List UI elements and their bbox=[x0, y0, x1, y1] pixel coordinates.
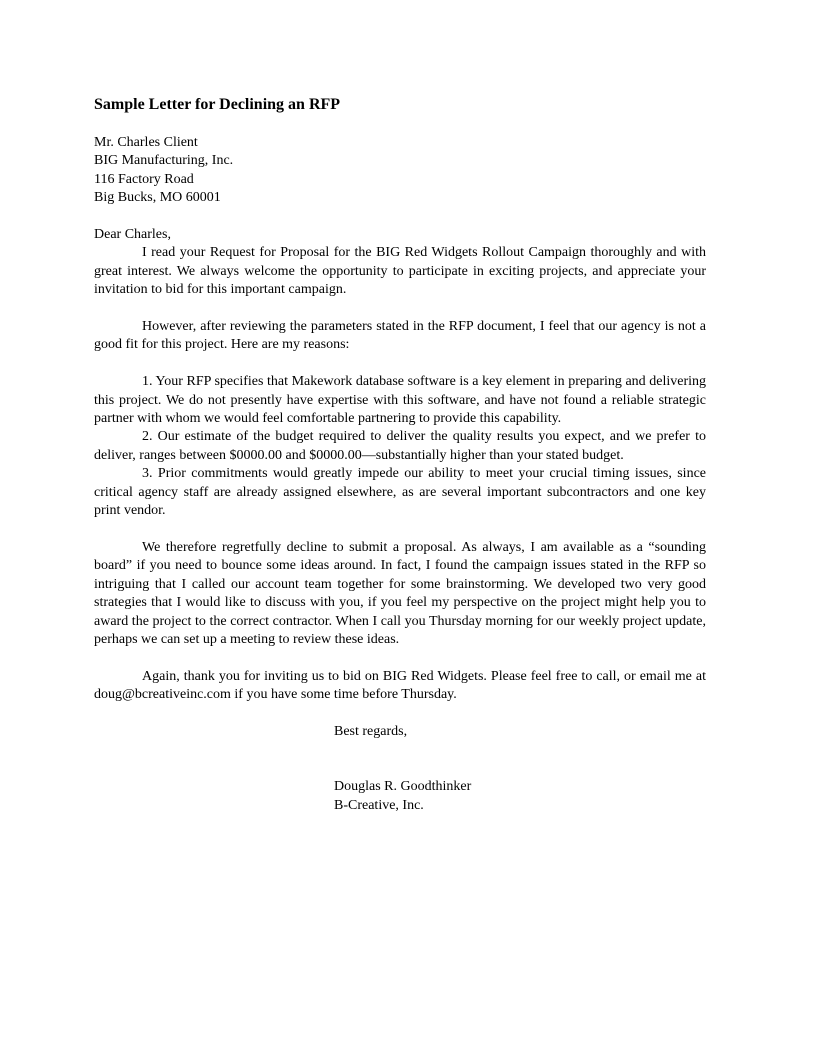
paragraph-thanks: Again, thank you for inviting us to bid on BIG Red Widgets. Please feel free to call, or email me at doug@bcreativeinc.com if you have some time before Thursday. bbox=[94, 668, 706, 703]
reason-item-1: 1. Your RFP specifies that Makework database software is a key element in preparing and delivering this project. We do not presently have expertise with this software, and have not found a reliable strategic partner with whom we would feel comfortable partnering to provide this capability. bbox=[94, 374, 706, 427]
closing-block bbox=[334, 723, 706, 815]
recipient-address bbox=[94, 134, 706, 208]
letter-page bbox=[94, 94, 706, 815]
recipient-city: Big Bucks, MO 60001 bbox=[94, 190, 221, 206]
closing-line: Best regards, bbox=[334, 723, 408, 739]
reason-item-2: 2. Our estimate of the budget required to deliver the quality results you expect, and we prefer to deliver, ranges between $0000.00 and $0000.00—substantially higher than your stated budget. bbox=[94, 429, 706, 463]
reason-item-3: 3. Prior commitments would greatly impede our ability to meet your crucial timing issues, since critical agency staff are already assigned elsewhere, as are several important subcontractors and one key print vendor. bbox=[94, 466, 706, 519]
paragraph-however: However, after reviewing the parameters stated in the RFP document, I feel that our agency is not a good fit for this project. Here are my reasons: bbox=[94, 319, 706, 353]
signature-spacer bbox=[334, 741, 706, 778]
recipient-company: BIG Manufacturing, Inc. bbox=[94, 153, 234, 169]
spacer bbox=[94, 520, 706, 538]
recipient-name: Mr. Charles Client bbox=[94, 135, 198, 150]
paragraph-intro: I read your Request for Proposal for the BIG Red Widgets Rollout Campaign thoroughly and with great interest. We always welcome the opportunity to participate in exciting projects, and appreciate your invitation to bid for this important campaign. bbox=[94, 245, 706, 298]
salutation: Dear Charles, bbox=[94, 227, 171, 243]
letter-title: Sample Letter for Declining an RFP bbox=[94, 96, 341, 113]
recipient-street: 116 Factory Road bbox=[94, 171, 194, 187]
spacer bbox=[94, 300, 706, 318]
signer-name: Douglas R. Goodthinker bbox=[334, 779, 472, 795]
paragraph-decline: We therefore regretfully decline to submit a proposal. As always, I am available as a “sounding board” if you need to bounce some ideas around. In fact, I found the campaign issues stated in the RFP so intriguing that I called our account team together for some brainstorming. We developed two very good strategies that I would like to discuss with you, if you feel my perspective on the project might help you to award the project to the correct contractor. When I call you Thursday morning for our weekly project update, perhaps we can set up a meeting to review these ideas. bbox=[94, 539, 706, 647]
spacer bbox=[94, 705, 706, 723]
spacer bbox=[94, 355, 706, 373]
spacer bbox=[94, 649, 706, 667]
signer-company: B-Creative, Inc. bbox=[334, 797, 424, 813]
